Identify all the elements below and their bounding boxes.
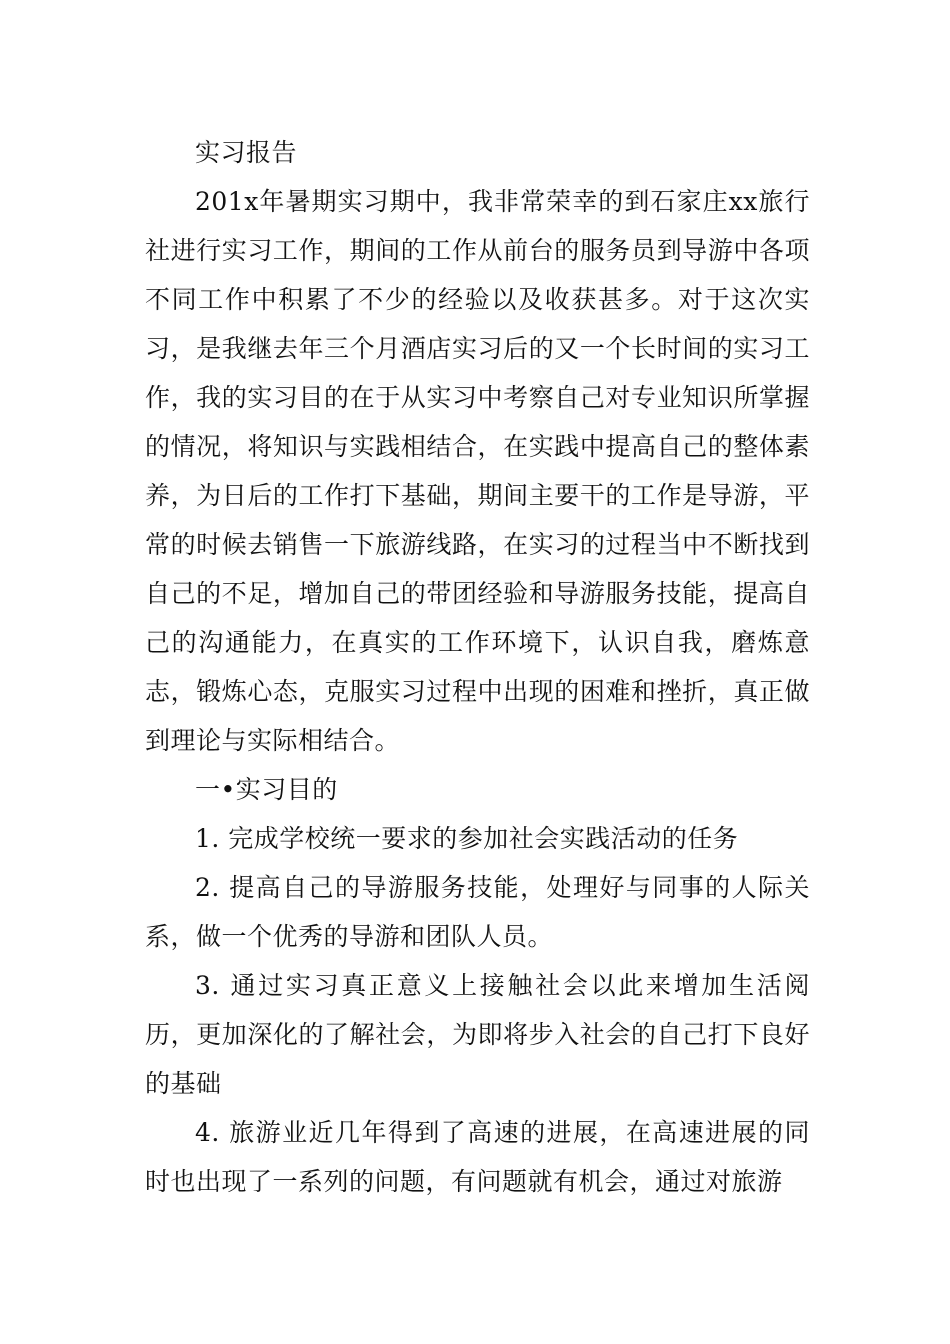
document-title: 实习报告 <box>195 138 298 167</box>
objective-item-2: 2. 提高自己的导游服务技能，处理好与同事的人际关系，做一个优秀的导游和团队人员。 <box>145 873 810 951</box>
intro-paragraph: 201x年暑期实习期中，我非常荣幸的到石家庄xx旅行社进行实习工作，期间的工作从前台的服务员到导游中各项不同工作中积累了不少的经验以及收获甚多。对于这次实习，是我继去年三个月酒店实习后的又一个长时间的实习工作，我的实习目的在于从实习中考察自己对专业知识所掌握的情况，将知识与实践相结合，在实践中提高自己的整体素养，为日后的工作打下基础，期间主要干的工作是导游，平常的时候去销售一下旅游线路，在实习的过程当中不断找到自己的不足，增加自己的带团经验和导游服务技能，提高自己的沟通能力，在真实的工作环境下，认识自我，磨炼意志，锻炼心态，克服实习过程中出现的困难和挫折，真正做到理论与实际相结合。 <box>145 187 810 755</box>
objective-item-3: 3. 通过实习真正意义上接触社会以此来增加生活阅历，更加深化的了解社会，为即将步入社会的自己打下良好的基础 <box>145 971 810 1098</box>
objective-item-1: 1. 完成学校统一要求的参加社会实践活动的任务 <box>195 824 739 853</box>
section-heading-objectives: 一•实习目的 <box>195 775 338 804</box>
document-body <box>145 128 810 1206</box>
objective-item-4: 4. 旅游业近几年得到了高速的进展，在高速进展的同时也出现了一系列的问题，有问题就有机会，通过对旅游 <box>145 1118 810 1196</box>
